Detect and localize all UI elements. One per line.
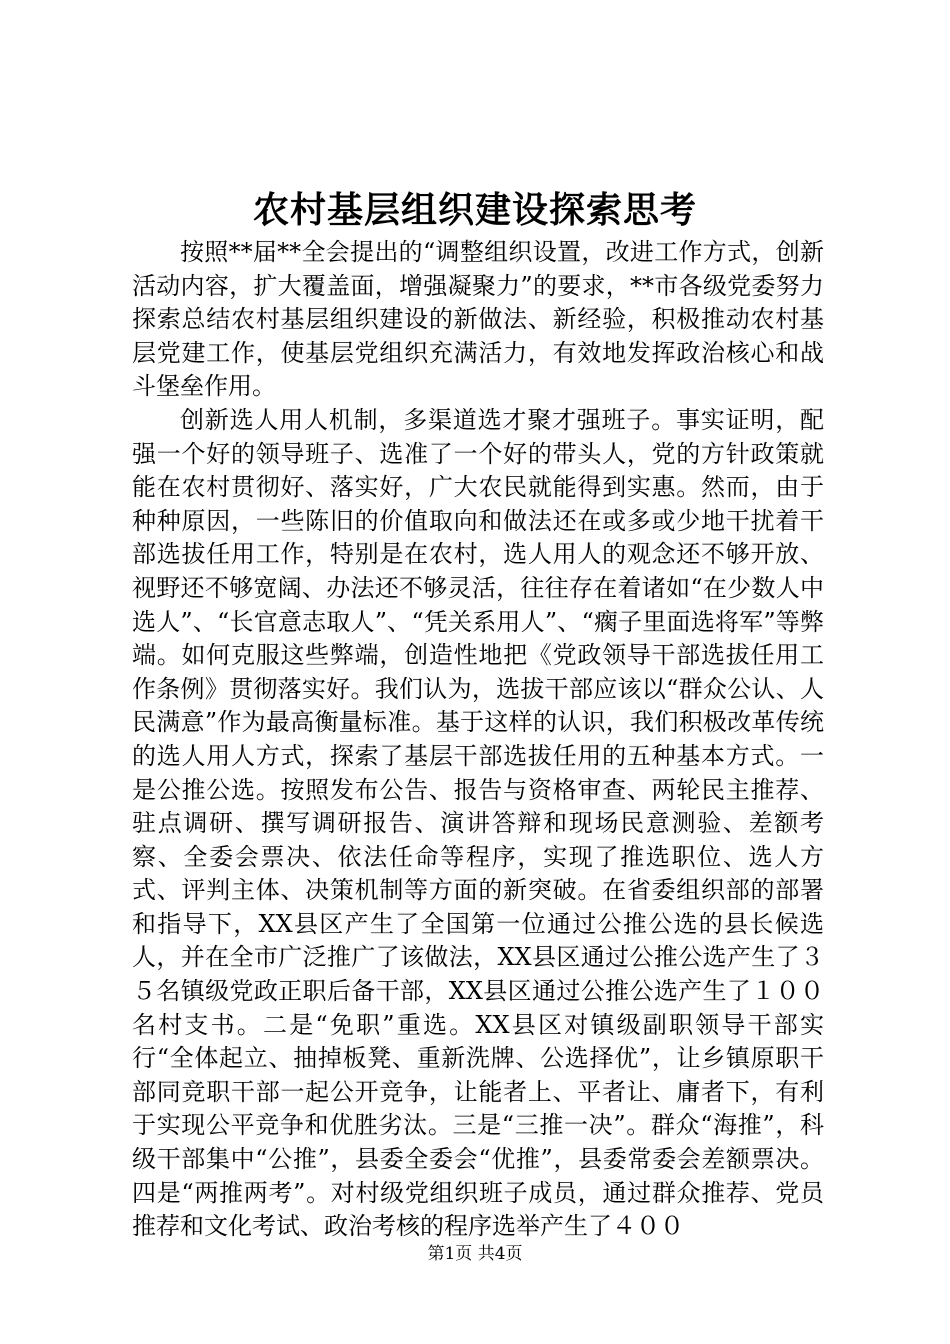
paragraph-selection-mechanism: 创新选人用人机制，多渠道选才聚才强班子。事实证明，配强一个好的领导班子、选准了一个好的带头人，党的方针政策就能在农村贯彻好、落实好，广大农民就能得到实惠。然而，由于种种原因，一些陈旧的价值取向和做法还在或多或少地干扰着干部选拔任用工作，特别是在农村，选人用人的观念还不够开放、视野还不够宽阔、办法还不够灵活，往往存在着诸如“在少数人中选人”、“长官意志取人”、“凭关系用人”、“瘸子里面选将军”等弊端。如何克服这些弊端，创造性地把《党政领导干部选拔任用工作条例》贯彻落实好。我们认为，选拔干部应该以“群众公认、人民满意”作为最高衡量标准。基于这样的认识，我们积极改革传统的选人用人方式，探索了基层干部选拔任用的五种基本方式。一是公推公选。按照发布公告、报告与资格审查、两轮民主推荐、驻点调研、撰写调研报告、演讲答辩和现场民意测验、差额考察、全委会票决、依法任命等程序，实现了推选职位、选人方式、评判主体、决策机制等方面的新突破。在省委组织部的部署和指导下，XX县区产生了全国第一位通过公推公选的县长候选人，并在全市广泛推广了该做法，XX县区通过公推公选产生了３５名镇级党政正职后备干部，XX县区通过公推公选产生了１００名村支书。二是“免职”重选。XX县区对镇级副职领导干部实行“全体起立、抽掉板凳、重新洗牌、公选择优”，让乡镇原职干部同竞职干部一起公开竞争，让能者上、平者让、庸者下，有利于实现公平竞争和优胜劣汰。三是“三推一决”。群众“海推”，科级干部集中“公推”，县委全委会“优推”，县委常委会差额票决。四是“两推两考”。对村级党组织班子成员，通过群众推荐、党员推荐和文化考试、政治考核的程序选举产生了４００ bbox=[132, 405, 824, 1241]
paragraph-intro: 按照**届**全会提出的“调整组织设置，改进工作方式，创新活动内容，扩大覆盖面，增强凝聚力”的要求，**市各级党委努力探索总结农村基层组织建设的新做法、新经验，积极推动农村基层党建工作，使基层党组织充满活力，有效地发挥政治核心和战斗堡垒作用。 bbox=[132, 238, 824, 401]
document-body bbox=[132, 236, 824, 1244]
page-footer: 第1页 共4页 bbox=[427, 1244, 523, 1264]
document-title: 农村基层组织建设探索思考 bbox=[252, 189, 697, 231]
